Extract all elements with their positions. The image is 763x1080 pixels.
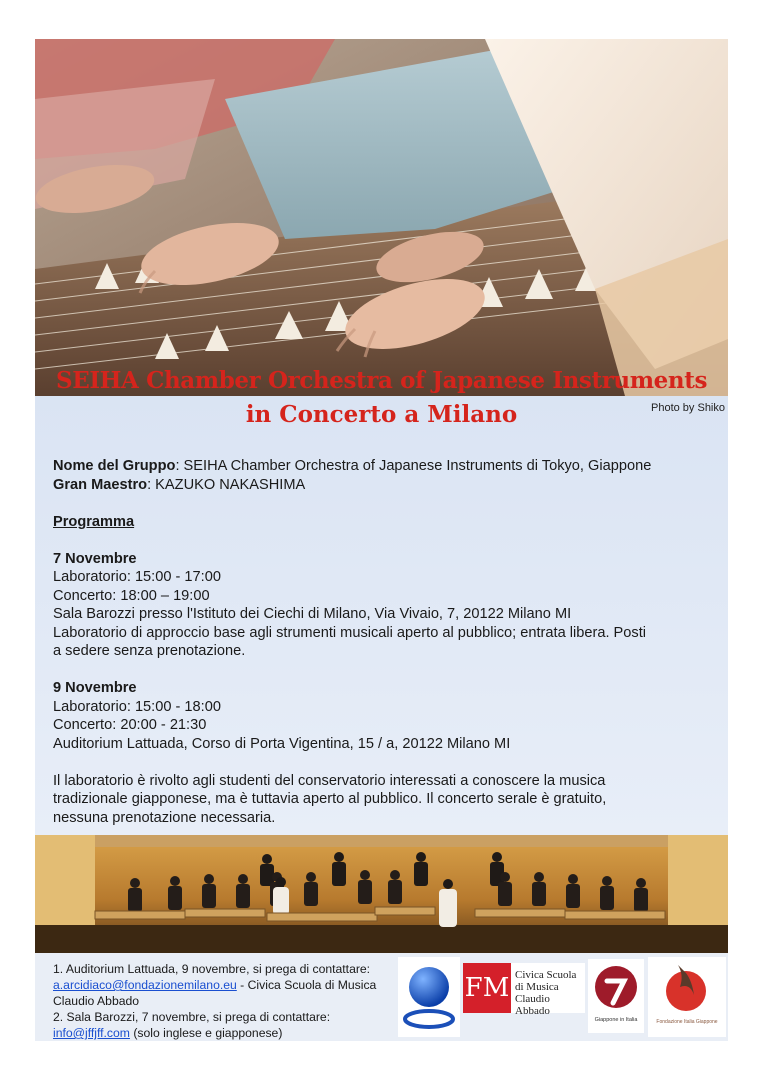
- poster: [35, 39, 728, 1041]
- note-line: Il laboratorio è rivolto agli studenti del conservatorio interessati a conoscere la musica: [53, 772, 606, 789]
- event-line: a sedere senza prenotazione.: [53, 643, 246, 659]
- contact-line: Claudio Abbado: [53, 994, 140, 1008]
- giappone-logo-caption: Giappone in Italia: [594, 1017, 638, 1023]
- contact-line: 2. Sala Barozzi, 7 novembre, si prega di contattare:: [53, 1010, 331, 1024]
- concert-title-line2: in Concerto a Milano: [245, 401, 518, 428]
- event-date: 9 Novembre: [53, 680, 137, 696]
- concert-title-line1: SEIHA Chamber Orchestra of Japanese Instruments: [55, 367, 708, 394]
- group-name-label: Nome del Gruppo: [53, 458, 176, 474]
- contact-line: a.arcidiaco@fondazionemilano.eu - Civica Scuola di Musica: [53, 978, 377, 992]
- giappone-in-italia-logo: [588, 959, 644, 1033]
- civica-scuola-logo: [463, 963, 585, 1017]
- master-value: : KAZUKO NAKASHIMA: [147, 476, 306, 493]
- civica-logo-text: Claudio Abbado: [515, 993, 550, 1017]
- event-line: Laboratorio di approccio base agli strumenti musicali aperto al pubblico; entrata libera. Posti: [53, 624, 646, 641]
- email-link-jff[interactable]: info@jffjff.com: [53, 1026, 130, 1040]
- info-section: [53, 457, 713, 827]
- fondazione-logo-caption: Fondazione Italia Giappone: [656, 1019, 718, 1025]
- contact-line: 1. Auditorium Lattuada, 9 novembre, si prega di contattare:: [53, 962, 371, 976]
- email-link-fondazione[interactable]: a.arcidiaco@fondazionemilano.eu: [53, 978, 237, 992]
- event-line: Auditorium Lattuada, Corso di Porta Vigentina, 15 / a, 20122 Milano MI: [53, 735, 511, 752]
- event-line: Sala Barozzi presso l'Istituto dei Ciechi di Milano, Via Vivaio, 7, 20122 Milano MI: [53, 606, 572, 622]
- master-line: [53, 476, 713, 495]
- event-line: Concerto: 20:00 - 21:30: [53, 717, 207, 733]
- event-line: Concerto: 18:00 – 19:00: [53, 587, 210, 604]
- contact-line: info@jffjff.com (solo inglese e giapponese): [53, 1026, 283, 1040]
- group-name-value: : SEIHA Chamber Orchestra of Japanese Instruments di Tokyo, Giappone: [175, 458, 652, 474]
- koto-hands-photo: [35, 39, 728, 396]
- programma-heading: Programma: [53, 513, 135, 530]
- event-line: Laboratorio: 15:00 - 18:00: [53, 698, 221, 715]
- note-line: nessuna prenotazione necessaria.: [53, 809, 276, 826]
- civica-fm-mark: FM: [463, 963, 511, 1013]
- event-date: 7 Novembre: [53, 550, 137, 567]
- group-name-line: [53, 457, 713, 476]
- civica-logo-text: Civica Scuola: [515, 969, 577, 981]
- contact-info: [53, 961, 398, 1041]
- event-line: Laboratorio: 15:00 - 17:00: [53, 569, 221, 585]
- civica-logo-text: di Musica: [515, 981, 559, 993]
- footer: [35, 953, 728, 1041]
- master-label: Gran Maestro: [53, 476, 148, 493]
- orchestra-stage-photo: [35, 835, 728, 953]
- fondazione-italia-giappone-logo: [648, 957, 726, 1037]
- note-line: tradizionale giapponese, ma è tuttavia aperto al pubblico. Il concerto serale è gratuito,: [53, 791, 607, 807]
- fondazione-milano-logo: [398, 957, 460, 1037]
- photo-credit: Photo by Shiko: [651, 402, 725, 414]
